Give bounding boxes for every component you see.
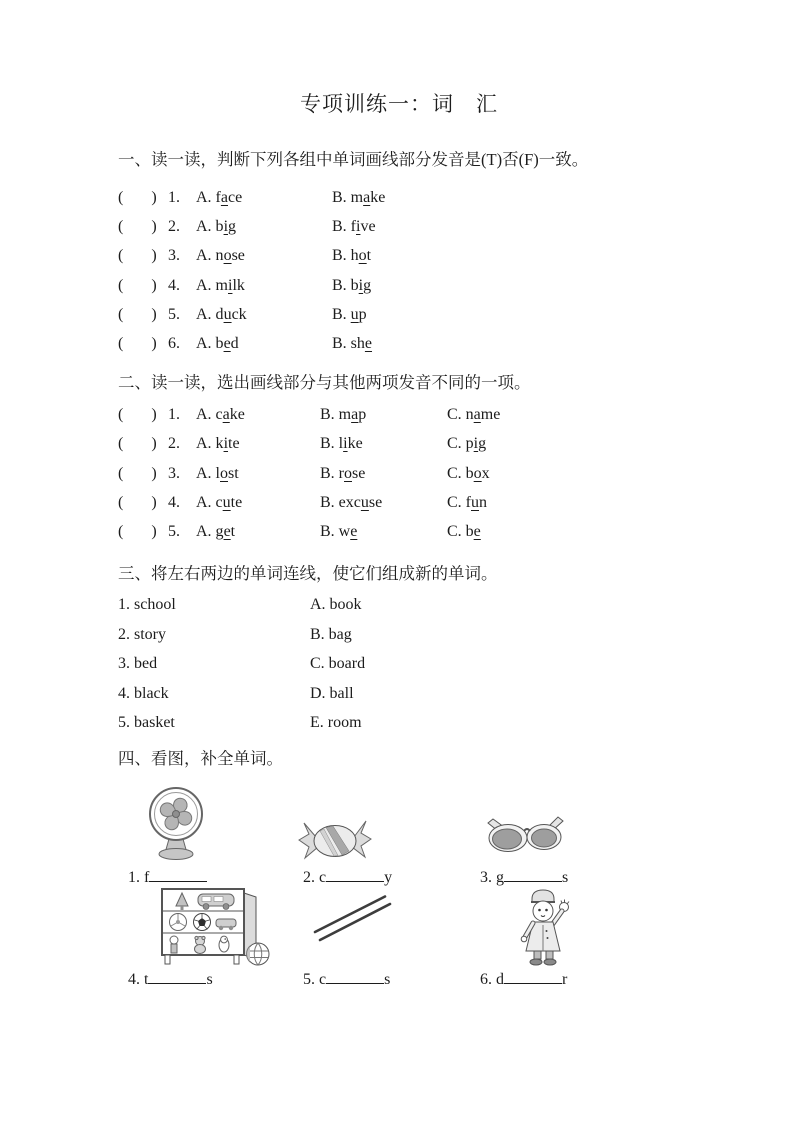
- picture-word-grid: [118, 785, 680, 1015]
- option-a: A. kite: [196, 435, 240, 453]
- word-prefix: 5. c: [303, 971, 327, 989]
- word-match-row: [118, 594, 680, 624]
- chopsticks-icon: [312, 893, 394, 943]
- word-prefix: 2. c: [303, 869, 327, 887]
- answer-slot[interactable]: ( ): [118, 276, 157, 294]
- fill-blank[interactable]: [148, 969, 206, 984]
- fill-blank[interactable]: [504, 867, 562, 882]
- left-word[interactable]: 3. bed: [118, 655, 158, 673]
- word-prefix: 4. t: [128, 971, 149, 989]
- phonics-pair-row: [118, 275, 680, 304]
- option-a: A. get: [196, 522, 236, 540]
- option-c: C. name: [447, 406, 501, 424]
- item-number: 5.: [168, 305, 180, 323]
- option-c: C. be: [447, 522, 481, 540]
- option-c: C. fun: [447, 493, 487, 511]
- odd-one-out-row: [118, 492, 680, 521]
- word-blank-label-3: [480, 867, 568, 887]
- item-number: 4.: [168, 493, 180, 511]
- word-match-row: [118, 683, 680, 713]
- answer-slot[interactable]: ( ): [118, 189, 157, 206]
- word-prefix: 3. g: [480, 869, 504, 887]
- word-blank-label-1: [128, 867, 207, 887]
- answer-slot[interactable]: ( ): [118, 493, 157, 511]
- word-suffix: y: [384, 869, 393, 887]
- answer-slot[interactable]: ( ): [118, 305, 157, 323]
- toy-shelf-icon: [154, 885, 270, 969]
- section1-heading: 一、读一读，判断下列各组中单词画线部分发音是(T)否(F)一致。: [118, 150, 589, 169]
- left-word[interactable]: 4. black: [118, 684, 169, 702]
- option-a: A. duck: [196, 305, 247, 323]
- word-suffix: s: [562, 869, 569, 887]
- word-suffix: s: [384, 971, 391, 989]
- word-blank-label-2: [303, 867, 392, 887]
- option-a: A. milk: [196, 276, 245, 294]
- fill-blank[interactable]: [149, 867, 207, 882]
- item-number: 6.: [168, 334, 180, 352]
- item-number: 1.: [168, 189, 180, 206]
- option-b: B. up: [332, 305, 367, 323]
- option-a: A. cake: [196, 406, 245, 424]
- page-title: 专项训练一：词 汇: [300, 92, 498, 116]
- odd-one-out-row: [118, 404, 680, 433]
- word-blank-label-4: [128, 969, 213, 989]
- fill-blank[interactable]: [326, 867, 384, 882]
- odd-one-out-row: [118, 433, 680, 462]
- answer-slot[interactable]: ( ): [118, 406, 157, 424]
- answer-slot[interactable]: ( ): [118, 464, 157, 482]
- answer-slot[interactable]: ( ): [118, 435, 157, 453]
- item-number: 3.: [168, 247, 180, 265]
- odd-one-out-row: [118, 521, 680, 550]
- section3-heading: 三、将左右两边的单词连线，使它们组成新的单词。: [118, 564, 498, 584]
- option-b: B. rose: [320, 464, 366, 482]
- item-number: 5.: [168, 522, 180, 540]
- candy-icon: [296, 813, 374, 863]
- word-prefix: 6. d: [480, 971, 504, 989]
- item-number: 2.: [168, 435, 180, 453]
- option-b: B. map: [320, 406, 367, 424]
- phonics-pair-row: [118, 304, 680, 333]
- word-blank-label-6: [480, 969, 567, 989]
- odd-one-out-row: [118, 463, 680, 492]
- right-word[interactable]: C. board: [310, 655, 366, 673]
- option-b: B. she: [332, 334, 373, 352]
- word-suffix: r: [562, 971, 568, 989]
- item-number: 2.: [168, 218, 180, 236]
- option-a: A. nose: [196, 247, 245, 265]
- section1-rows: [118, 187, 680, 362]
- word-prefix: 1. f: [128, 869, 150, 887]
- phonics-pair-row: [118, 333, 680, 362]
- right-word[interactable]: E. room: [310, 714, 362, 732]
- word-match-row: [118, 712, 680, 742]
- option-b: B. make: [332, 189, 386, 206]
- option-b: B. excuse: [320, 493, 383, 511]
- fan-icon: [140, 785, 212, 861]
- item-number: 1.: [168, 406, 180, 424]
- left-word[interactable]: 5. basket: [118, 714, 175, 732]
- item-number: 4.: [168, 276, 180, 294]
- option-a: A. face: [196, 189, 243, 206]
- option-b: B. five: [332, 218, 376, 236]
- section4-heading: 四、看图，补全单词。: [118, 749, 283, 769]
- answer-slot[interactable]: ( ): [118, 247, 157, 265]
- phonics-pair-row: [118, 216, 680, 245]
- phonics-pair-row: [118, 245, 680, 274]
- option-c: C. pig: [447, 435, 487, 453]
- option-b: B. like: [320, 435, 363, 453]
- left-word[interactable]: 2. story: [118, 625, 166, 643]
- answer-slot[interactable]: ( ): [118, 334, 157, 352]
- word-blank-label-5: [303, 969, 390, 989]
- worksheet-content: [118, 0, 680, 1015]
- option-b: B. we: [320, 522, 358, 540]
- option-a: A. cute: [196, 493, 243, 511]
- word-match-row: [118, 653, 680, 683]
- option-b: B. big: [332, 276, 372, 294]
- item-number: 3.: [168, 464, 180, 482]
- right-word[interactable]: D. ball: [310, 684, 354, 702]
- answer-slot[interactable]: ( ): [118, 218, 157, 236]
- doctor-icon: [512, 885, 574, 967]
- right-word[interactable]: B. bag: [310, 625, 352, 643]
- option-a: A. bed: [196, 334, 239, 352]
- answer-slot[interactable]: ( ): [118, 522, 157, 540]
- fill-blank[interactable]: [326, 969, 384, 984]
- left-word[interactable]: 1. school: [118, 596, 176, 614]
- option-b: B. hot: [332, 247, 372, 265]
- section2-heading: 二、读一读，选出画线部分与其他两项发音不同的一项。: [118, 373, 531, 393]
- section3-rows: [118, 594, 680, 742]
- word-suffix: s: [206, 971, 213, 989]
- sunglasses-icon: [484, 809, 568, 857]
- option-c: C. box: [447, 464, 490, 482]
- right-word[interactable]: A. book: [310, 596, 362, 614]
- word-match-row: [118, 624, 680, 654]
- fill-blank[interactable]: [504, 969, 562, 984]
- option-a: A. lost: [196, 464, 239, 482]
- option-a: A. big: [196, 218, 237, 236]
- phonics-pair-row: [118, 187, 680, 216]
- section2-rows: [118, 404, 680, 550]
